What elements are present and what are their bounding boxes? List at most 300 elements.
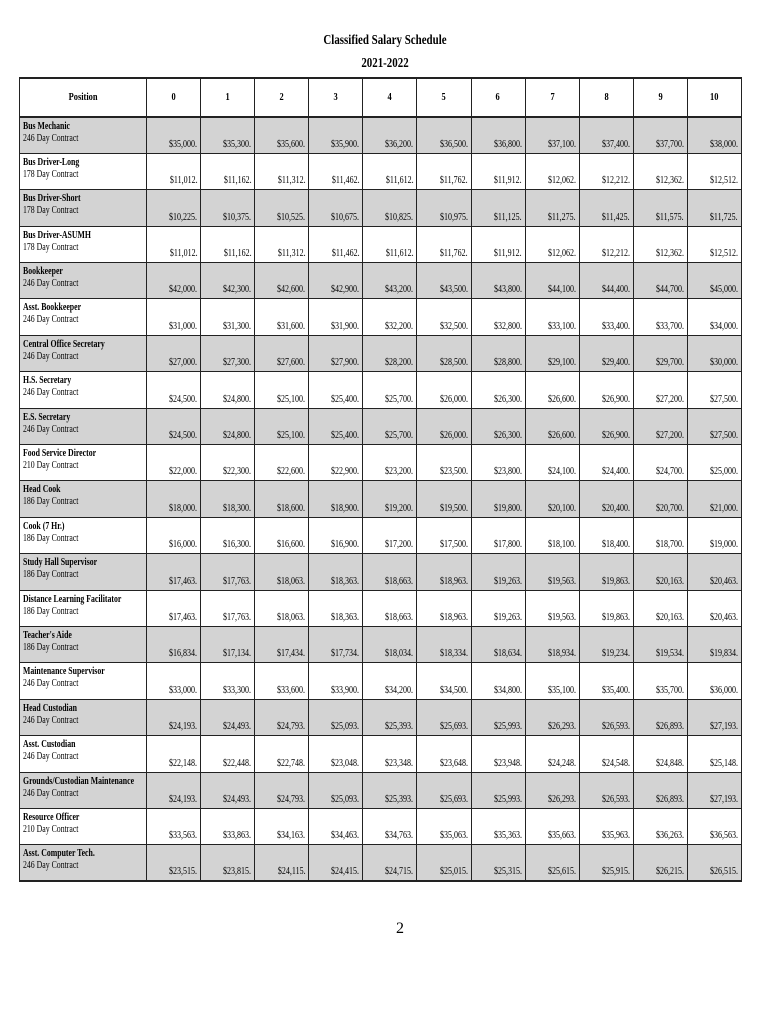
salary-value: $17,200. [385,539,414,551]
salary-value: $19,863. [601,611,630,623]
column-header-step [363,78,417,117]
salary-cell [471,845,525,881]
salary-value: $24,400. [601,466,630,478]
salary-cell [633,263,687,299]
salary-value: $27,193. [710,793,738,805]
table-row [20,445,742,481]
salary-value: $12,062. [547,175,576,187]
contract-length: 178 Day Contract [23,241,79,253]
salary-cell [633,554,687,590]
salary-value: $10,375. [223,211,252,223]
salary-cell [309,117,363,153]
salary-cell [417,554,471,590]
salary-value: $24,493. [223,721,252,733]
salary-cell [147,335,201,371]
salary-value: $30,000. [710,357,738,369]
salary-value: $23,948. [493,757,522,769]
salary-cell [579,554,633,590]
salary-cell [201,590,255,626]
salary-cell [471,554,525,590]
salary-cell [147,626,201,662]
salary-value: $22,748. [277,757,306,769]
salary-cell [633,153,687,189]
salary-value: $22,600. [277,466,306,478]
salary-cell [525,263,579,299]
salary-cell [255,699,309,735]
salary-value: $26,000. [439,430,468,442]
salary-value: $11,162. [223,175,252,187]
salary-value: $44,400. [601,284,630,296]
table-row [20,626,742,662]
salary-cell [147,845,201,881]
salary-value: $36,000. [710,684,738,696]
salary-cell [633,845,687,881]
position-cell [20,153,147,189]
salary-value: $19,263. [493,575,522,587]
salary-cell [201,117,255,153]
salary-cell [201,772,255,808]
salary-cell [471,335,525,371]
salary-value: $42,300. [223,284,252,296]
salary-cell [363,626,417,662]
salary-value: $17,463. [169,611,198,623]
salary-value: $18,363. [331,611,360,623]
salary-cell [201,663,255,699]
salary-value: $34,200. [385,684,414,696]
salary-cell [255,445,309,481]
contract-length: 246 Day Contract [23,751,79,763]
salary-value: $16,900. [331,539,360,551]
column-header-step [309,78,363,117]
salary-value: $35,063. [439,830,468,842]
salary-cell [471,736,525,772]
salary-cell [363,736,417,772]
salary-value: $19,863. [601,575,630,587]
salary-cell [687,845,741,881]
salary-value: $33,100. [547,320,576,332]
salary-value: $16,300. [223,539,252,551]
salary-cell [309,263,363,299]
salary-value: $25,393. [385,721,414,733]
table-row [20,845,742,881]
salary-value: $28,800. [493,357,522,369]
salary-value: $29,100. [547,357,576,369]
salary-cell [255,772,309,808]
salary-value: $33,600. [277,684,306,696]
salary-value: $25,100. [277,393,306,405]
salary-value: $17,763. [223,575,252,587]
position-name: Bus Driver-Long [23,156,80,168]
salary-value: $11,725. [710,211,738,223]
salary-cell [201,517,255,553]
salary-value: $11,012. [169,248,198,260]
salary-cell [363,263,417,299]
salary-value: $12,212. [601,248,630,260]
column-header-step [471,78,525,117]
salary-cell [633,590,687,626]
salary-value: $18,634. [493,648,522,660]
salary-cell [417,299,471,335]
salary-value: $37,700. [655,138,684,150]
salary-cell [255,663,309,699]
salary-cell [201,481,255,517]
position-cell [20,626,147,662]
salary-value: $19,500. [439,502,468,514]
salary-value: $11,762. [439,248,468,260]
salary-cell [525,590,579,626]
salary-value: $23,048. [331,757,360,769]
salary-cell [579,408,633,444]
salary-cell [687,117,741,153]
position-cell [20,226,147,262]
column-header-step [255,78,309,117]
salary-cell [687,190,741,226]
salary-cell [201,372,255,408]
salary-cell [255,481,309,517]
salary-value: $34,763. [385,830,414,842]
salary-value: $11,012. [169,175,198,187]
salary-cell [579,335,633,371]
position-cell [20,335,147,371]
salary-cell [471,590,525,626]
salary-value: $26,593. [601,721,630,733]
salary-value: $20,463. [710,575,738,587]
salary-cell [525,372,579,408]
salary-value: $26,900. [601,430,630,442]
salary-value: $17,763. [223,611,252,623]
salary-cell [417,445,471,481]
salary-cell [147,153,201,189]
salary-value: $25,148. [710,757,738,769]
salary-cell [309,445,363,481]
salary-cell [687,808,741,844]
salary-value: $25,400. [331,393,360,405]
salary-cell [579,117,633,153]
salary-value: $43,500. [439,284,468,296]
salary-value: $23,348. [385,757,414,769]
salary-value: $11,425. [602,211,630,223]
position-cell [20,772,147,808]
salary-value: $19,263. [493,611,522,623]
position-cell [20,736,147,772]
table-row [20,299,742,335]
salary-value: $24,793. [277,721,306,733]
salary-cell [687,481,741,517]
salary-cell [201,554,255,590]
salary-value: $12,212. [601,175,630,187]
salary-cell [147,299,201,335]
salary-value: $19,200. [385,502,414,514]
contract-length: 246 Day Contract [23,714,79,726]
salary-cell [525,117,579,153]
salary-cell [417,845,471,881]
salary-cell [633,736,687,772]
salary-value: $11,162. [223,248,252,260]
salary-value: $11,575. [656,211,684,223]
salary-value: $42,900. [331,284,360,296]
contract-length: 246 Day Contract [23,350,79,362]
salary-cell [417,626,471,662]
salary-cell [687,663,741,699]
salary-cell [309,481,363,517]
salary-cell [201,226,255,262]
salary-value: $11,462. [331,248,360,260]
salary-value: $18,063. [277,575,306,587]
contract-length: 246 Day Contract [23,423,79,435]
salary-value: $35,363. [493,830,522,842]
position-cell [20,117,147,153]
salary-value: $25,015. [439,866,468,878]
salary-cell [525,445,579,481]
salary-value: $36,200. [385,138,414,150]
salary-cell [525,408,579,444]
salary-value: $12,362. [655,248,684,260]
salary-value: $19,834. [710,648,738,660]
salary-cell [579,517,633,553]
salary-value: $33,300. [223,684,252,696]
salary-cell [687,736,741,772]
table-row [20,153,742,189]
salary-value: $27,600. [277,357,306,369]
salary-cell [147,663,201,699]
salary-value: $24,193. [169,721,198,733]
salary-cell [255,845,309,881]
salary-value: $45,000. [710,284,738,296]
salary-cell [471,263,525,299]
position-cell [20,517,147,553]
salary-cell [633,626,687,662]
schedule-year: 2021-2022 [361,56,409,71]
salary-value: $35,600. [277,138,306,150]
salary-value: $18,963. [439,611,468,623]
position-name: Asst. Computer Tech. [23,848,95,860]
salary-cell [255,153,309,189]
salary-value: $31,300. [223,320,252,332]
salary-cell [471,663,525,699]
salary-cell [687,699,741,735]
salary-cell [471,772,525,808]
salary-cell [579,263,633,299]
position-name: Bookkeeper [23,266,63,278]
column-header-position [20,78,147,117]
position-name: E.S. Secretary [23,411,71,423]
salary-cell [471,408,525,444]
column-header-label: 9 [658,92,663,103]
salary-cell [147,190,201,226]
contract-length: 210 Day Contract [23,460,79,472]
salary-value: $19,534. [655,648,684,660]
position-name: Cook (7 Hr.) [23,520,65,532]
position-cell [20,372,147,408]
salary-cell [201,153,255,189]
salary-cell [309,153,363,189]
salary-cell [525,517,579,553]
contract-length: 246 Day Contract [23,860,79,872]
salary-cell [363,590,417,626]
column-header-step [633,78,687,117]
salary-value: $36,500. [439,138,468,150]
salary-cell [363,335,417,371]
salary-cell [633,226,687,262]
salary-value: $35,000. [169,138,198,150]
salary-value: $24,548. [601,757,630,769]
table-row [20,372,742,408]
salary-cell [525,772,579,808]
salary-cell [309,335,363,371]
salary-cell [633,445,687,481]
salary-value: $34,463. [331,830,360,842]
salary-cell [471,481,525,517]
salary-cell [147,808,201,844]
salary-cell [363,808,417,844]
salary-value: $11,275. [547,211,576,223]
salary-cell [687,226,741,262]
salary-value: $25,993. [493,721,522,733]
salary-value: $11,912. [493,175,522,187]
salary-cell [579,481,633,517]
salary-value: $37,100. [547,138,576,150]
salary-value: $19,563. [547,575,576,587]
contract-length: 246 Day Contract [23,278,79,290]
column-header-label: 0 [171,92,176,103]
salary-value: $17,134. [223,648,252,660]
salary-cell [147,590,201,626]
salary-cell [309,808,363,844]
position-cell [20,590,147,626]
salary-value: $27,300. [223,357,252,369]
salary-cell [471,190,525,226]
salary-value: $22,000. [169,466,198,478]
salary-value: $18,400. [601,539,630,551]
salary-cell [633,481,687,517]
salary-value: $24,715. [385,866,414,878]
salary-cell [255,408,309,444]
salary-cell [417,226,471,262]
salary-value: $12,512. [710,248,738,260]
salary-cell [255,554,309,590]
salary-value: $24,115. [277,866,306,878]
position-name: Grounds/Custodian Maintenance [23,775,135,787]
salary-value: $26,600. [547,430,576,442]
table-row [20,808,742,844]
salary-value: $26,000. [439,393,468,405]
salary-cell [525,699,579,735]
salary-value: $23,800. [493,466,522,478]
salary-value: $33,900. [331,684,360,696]
salary-value: $11,312. [277,248,306,260]
salary-cell [363,699,417,735]
salary-cell [255,590,309,626]
column-header-step [579,78,633,117]
salary-cell [363,408,417,444]
table-row [20,736,742,772]
salary-value: $10,825. [385,211,414,223]
salary-value: $18,663. [385,575,414,587]
salary-value: $26,293. [547,793,576,805]
column-header-label: 5 [441,92,447,103]
table-row [20,517,742,553]
salary-cell [147,226,201,262]
salary-cell [687,263,741,299]
salary-cell [201,335,255,371]
table-row [20,554,742,590]
salary-value: $38,000. [710,138,738,150]
column-header-label: 8 [604,92,609,103]
salary-cell [417,699,471,735]
salary-value: $20,163. [655,611,684,623]
salary-cell [201,736,255,772]
position-name: Bus Driver-Short [23,193,81,205]
position-name: Study Hall Supervisor [23,557,98,569]
salary-value: $27,200. [655,393,684,405]
salary-cell [579,808,633,844]
salary-cell [201,408,255,444]
salary-value: $10,675. [331,211,360,223]
salary-cell [363,845,417,881]
table-row [20,226,742,262]
table-row [20,772,742,808]
salary-cell [687,445,741,481]
salary-value: $37,400. [601,138,630,150]
salary-value: $24,800. [223,430,252,442]
salary-cell [309,226,363,262]
salary-value: $17,434. [277,648,306,660]
column-header-label: 3 [333,92,338,103]
salary-value: $35,300. [223,138,252,150]
salary-value: $16,600. [277,539,306,551]
salary-cell [309,845,363,881]
salary-value: $18,063. [277,611,306,623]
salary-cell [579,445,633,481]
salary-cell [687,772,741,808]
salary-cell [147,736,201,772]
salary-value: $18,700. [655,539,684,551]
salary-cell [417,408,471,444]
salary-value: $26,215. [655,866,684,878]
salary-value: $24,493. [223,793,252,805]
salary-value: $24,700. [655,466,684,478]
salary-value: $31,600. [277,320,306,332]
contract-length: 246 Day Contract [23,314,79,326]
salary-value: $11,125. [493,211,522,223]
salary-cell [147,481,201,517]
salary-cell [579,772,633,808]
salary-cell [363,517,417,553]
table-row [20,481,742,517]
salary-value: $26,893. [655,721,684,733]
salary-value: $42,600. [277,284,306,296]
salary-cell [471,699,525,735]
position-cell [20,808,147,844]
salary-value: $11,762. [439,175,468,187]
column-header-label: Position [68,92,98,103]
table-row [20,263,742,299]
salary-value: $20,100. [547,502,576,514]
salary-cell [363,663,417,699]
salary-cell [687,153,741,189]
salary-value: $19,234. [601,648,630,660]
salary-value: $35,700. [655,684,684,696]
salary-cell [579,663,633,699]
salary-value: $26,593. [601,793,630,805]
salary-value: $19,000. [710,539,738,551]
salary-value: $44,700. [655,284,684,296]
salary-value: $18,000. [169,502,198,514]
salary-cell [633,808,687,844]
salary-value: $24,100. [547,466,576,478]
salary-cell [417,153,471,189]
column-header-label: 7 [550,92,555,103]
